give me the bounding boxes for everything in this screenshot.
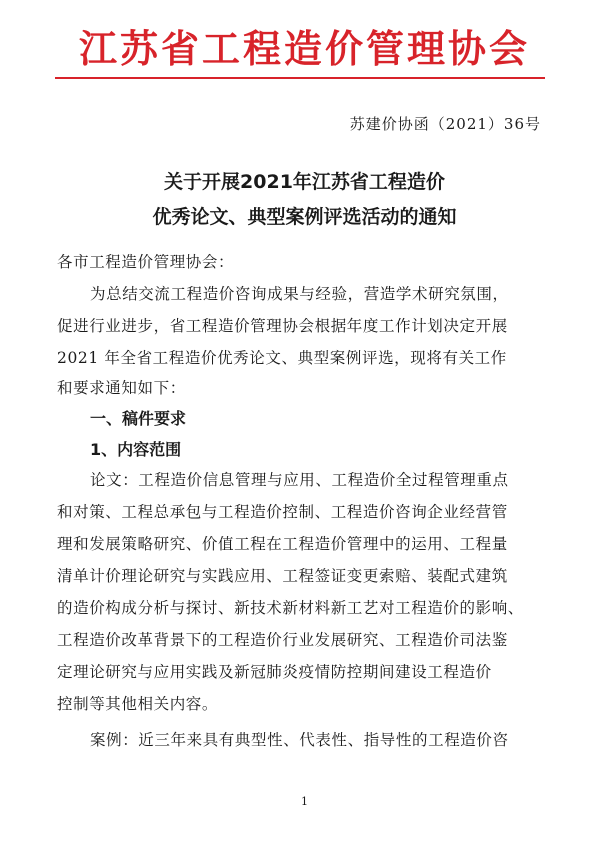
- section-heading: 一、稿件要求: [90, 409, 187, 428]
- page-number: 1: [301, 795, 308, 808]
- intro-line: 和要求通知如下：: [57, 379, 186, 397]
- paper-paragraph-line: 控制等其他相关内容。: [57, 695, 219, 713]
- notice-title-line-1: 关于开展2021年江苏省工程造价: [164, 171, 445, 193]
- paper-paragraph-line: 清单计价理论研究与实践应用、工程签证变更索赔、装配式建筑: [57, 567, 508, 585]
- salutation: 各市工程造价管理协会：: [57, 253, 235, 271]
- header-divider: [55, 77, 545, 79]
- organization-header: 江苏省工程造价管理协会: [78, 26, 530, 71]
- intro-line: 为总结交流工程造价咨询成果与经验，营造学术研究氛围，: [90, 285, 509, 303]
- paper-paragraph-line: 和对策、工程总承包与工程造价控制、工程造价咨询企业经营管: [57, 503, 508, 521]
- subsection-heading: 1、内容范围: [90, 440, 182, 459]
- paper-paragraph-line: 定理论研究与应用实践及新冠肺炎疫情防控期间建设工程造价: [57, 663, 492, 681]
- notice-title-line-2: 优秀论文、典型案例评选活动的通知: [152, 206, 457, 228]
- intro-line: 2021 年全省工程造价优秀论文、典型案例评选，现将有关工作: [57, 349, 507, 367]
- paper-paragraph-line: 的造价构成分析与探讨、新技术新材料新工艺对工程造价的影响、: [57, 599, 524, 617]
- intro-line: 促进行业进步，省工程造价管理协会根据年度工作计划决定开展: [57, 317, 508, 335]
- case-paragraph-line: 案例：近三年来具有典型性、代表性、指导性的工程造价咨: [90, 731, 509, 749]
- paper-paragraph-line: 理和发展策略研究、价值工程在工程造价管理中的运用、工程量: [57, 535, 508, 553]
- paper-paragraph-line: 工程造价改革背景下的工程造价行业发展研究、工程造价司法鉴: [57, 631, 508, 649]
- document-number: 苏建价协函（2021）36号: [349, 115, 541, 133]
- paper-paragraph-line: 论文：工程造价信息管理与应用、工程造价全过程管理重点: [90, 471, 509, 489]
